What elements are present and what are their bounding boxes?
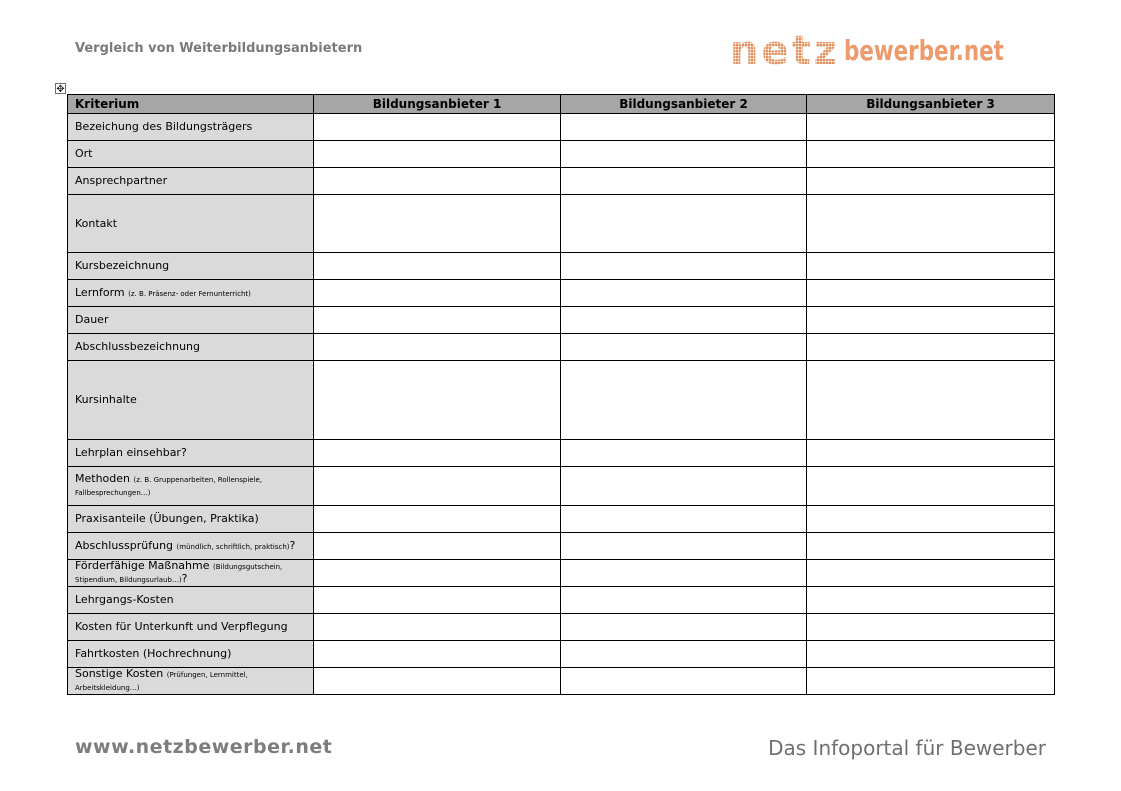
provider-2-cell[interactable] (561, 560, 807, 587)
table-row (68, 195, 1055, 253)
header-provider-3: Bildungsanbieter 3 (807, 95, 1055, 114)
provider-2-cell[interactable] (561, 668, 807, 695)
provider-2-cell[interactable] (561, 467, 807, 506)
criterion-suffix: ? (289, 538, 296, 552)
provider-1-cell[interactable] (314, 533, 561, 560)
netzbewerber-logo (730, 28, 1050, 74)
provider-1-cell[interactable] (314, 560, 561, 587)
provider-1-cell[interactable] (314, 467, 561, 506)
provider-1-cell[interactable] (314, 440, 561, 467)
provider-2-cell[interactable] (561, 168, 807, 195)
table-move-handle-icon[interactable]: ✥ (56, 84, 65, 95)
criterion-label: Sonstige Kosten (75, 667, 164, 680)
criterion-label: Förderfähige Maßnahme (75, 559, 210, 572)
provider-3-cell[interactable] (807, 440, 1055, 467)
table-row (68, 280, 1055, 307)
provider-3-cell[interactable] (807, 195, 1055, 253)
provider-2-cell[interactable] (561, 614, 807, 641)
comparison-table (67, 94, 1055, 695)
criterion-cell (68, 195, 314, 253)
provider-3-cell[interactable] (807, 334, 1055, 361)
table-row (68, 253, 1055, 280)
table-row (68, 114, 1055, 141)
criterion-label: Abschlussprüfung (75, 538, 174, 552)
provider-1-cell[interactable] (314, 614, 561, 641)
provider-2-cell[interactable] (561, 307, 807, 334)
criterion-label: Lehrgangs-Kosten (75, 593, 174, 606)
criterion-cell (68, 506, 314, 533)
criterion-label: Bezeichung des Bildungsträgers (75, 120, 253, 133)
criterion-cell (68, 141, 314, 168)
footer-url[interactable]: www.netzbewerber.net (75, 736, 333, 758)
criterion-cell (68, 280, 314, 307)
provider-3-cell[interactable] (807, 641, 1055, 668)
provider-2-cell[interactable] (561, 141, 807, 168)
header-provider-2: Bildungsanbieter 2 (561, 95, 807, 114)
provider-1-cell[interactable] (314, 506, 561, 533)
criterion-note: (mündlich, schriftlich, praktisch) (176, 542, 290, 551)
table-row (68, 587, 1055, 614)
criterion-label: Lernform (75, 285, 125, 299)
criterion-cell (68, 533, 314, 560)
table-row (68, 668, 1055, 695)
criterion-label: Kontakt (75, 216, 118, 230)
provider-1-cell[interactable] (314, 334, 561, 361)
table-row (68, 467, 1055, 506)
criterion-cell (68, 467, 314, 506)
table-row (68, 533, 1055, 560)
table-row (68, 361, 1055, 440)
provider-2-cell[interactable] (561, 587, 807, 614)
criterion-label: Dauer (75, 313, 109, 326)
criterion-cell (68, 641, 314, 668)
criterion-label: Kursbezeichnung (75, 259, 170, 272)
table-row (68, 506, 1055, 533)
criterion-note: (Bildungsgutschein, Stipendium, Bildungsurlaub…) (75, 563, 283, 584)
criterion-label: Fahrtkosten (Hochrechnung) (75, 647, 232, 660)
table-row (68, 641, 1055, 668)
criterion-cell (68, 168, 314, 195)
criterion-cell (68, 560, 314, 587)
criterion-label: Ort (75, 147, 93, 160)
provider-2-cell[interactable] (561, 253, 807, 280)
provider-1-cell[interactable] (314, 253, 561, 280)
criterion-note: (Prüfungen, Lernmittel, Arbeitskleidung…) (75, 671, 248, 692)
table-header-row (68, 95, 1055, 114)
provider-1-cell[interactable] (314, 114, 561, 141)
provider-3-cell[interactable] (807, 587, 1055, 614)
criterion-cell (68, 307, 314, 334)
criterion-cell (68, 334, 314, 361)
criterion-label: Lehrplan einsehbar? (75, 446, 187, 459)
provider-1-cell[interactable] (314, 280, 561, 307)
provider-2-cell[interactable] (561, 440, 807, 467)
footer-tagline: Das Infoportal für Bewerber (768, 736, 1046, 760)
provider-3-cell[interactable] (807, 168, 1055, 195)
provider-3-cell[interactable] (807, 614, 1055, 641)
criterion-label: Praxisanteile (Übungen, Praktika) (75, 512, 259, 525)
header-criterion: Kriterium (68, 95, 314, 114)
criterion-cell (68, 253, 314, 280)
provider-3-cell[interactable] (807, 253, 1055, 280)
provider-1-cell[interactable] (314, 587, 561, 614)
provider-3-cell[interactable] (807, 361, 1055, 440)
provider-3-cell[interactable] (807, 307, 1055, 334)
criterion-cell (68, 614, 314, 641)
criterion-label: Ansprechpartner (75, 174, 168, 187)
criterion-label: Methoden (75, 472, 130, 485)
provider-1-cell[interactable] (314, 195, 561, 253)
provider-2-cell[interactable] (561, 641, 807, 668)
criterion-label: Abschlussbezeichnung (75, 340, 201, 353)
provider-3-cell[interactable] (807, 467, 1055, 506)
provider-2-cell[interactable] (561, 114, 807, 141)
table-row (68, 440, 1055, 467)
provider-1-cell[interactable] (314, 641, 561, 668)
table-row (68, 334, 1055, 361)
provider-2-cell[interactable] (561, 280, 807, 307)
criterion-label: Kursinhalte (75, 393, 137, 406)
logo-netz-text: netz (730, 28, 841, 74)
table-row (68, 614, 1055, 641)
criterion-cell (68, 440, 314, 467)
criterion-label: Kosten für Unterkunft und Verpflegung (75, 620, 288, 633)
provider-2-cell[interactable] (561, 361, 807, 440)
table-row (68, 141, 1055, 168)
provider-3-cell[interactable] (807, 560, 1055, 587)
logo-bewerber-text: bewerber.net (844, 34, 1004, 67)
criterion-note: (z. B. Präsenz- oder Fernunterricht) (128, 289, 251, 298)
provider-1-cell[interactable] (314, 307, 561, 334)
provider-2-cell[interactable] (561, 195, 807, 253)
header-provider-1: Bildungsanbieter 1 (314, 95, 561, 114)
criterion-cell (68, 114, 314, 141)
provider-3-cell[interactable] (807, 141, 1055, 168)
provider-3-cell[interactable] (807, 506, 1055, 533)
criterion-cell (68, 361, 314, 440)
table-row (68, 168, 1055, 195)
table-row (68, 560, 1055, 587)
provider-3-cell[interactable] (807, 668, 1055, 695)
provider-3-cell[interactable] (807, 533, 1055, 560)
provider-2-cell[interactable] (561, 506, 807, 533)
provider-3-cell[interactable] (807, 280, 1055, 307)
criterion-cell (68, 587, 314, 614)
provider-2-cell[interactable] (561, 334, 807, 361)
criterion-suffix: ? (181, 572, 188, 585)
provider-2-cell[interactable] (561, 533, 807, 560)
provider-3-cell[interactable] (807, 114, 1055, 141)
provider-1-cell[interactable] (314, 141, 561, 168)
provider-1-cell[interactable] (314, 668, 561, 695)
document-title: Vergleich von Weiterbildungsanbietern (75, 41, 363, 56)
table-row (68, 307, 1055, 334)
provider-1-cell[interactable] (314, 361, 561, 440)
criterion-note: (z. B. Gruppenarbeiten, Rollenspiele, Fallbesprechungen…) (75, 476, 263, 497)
criterion-cell (68, 668, 314, 695)
provider-1-cell[interactable] (314, 168, 561, 195)
